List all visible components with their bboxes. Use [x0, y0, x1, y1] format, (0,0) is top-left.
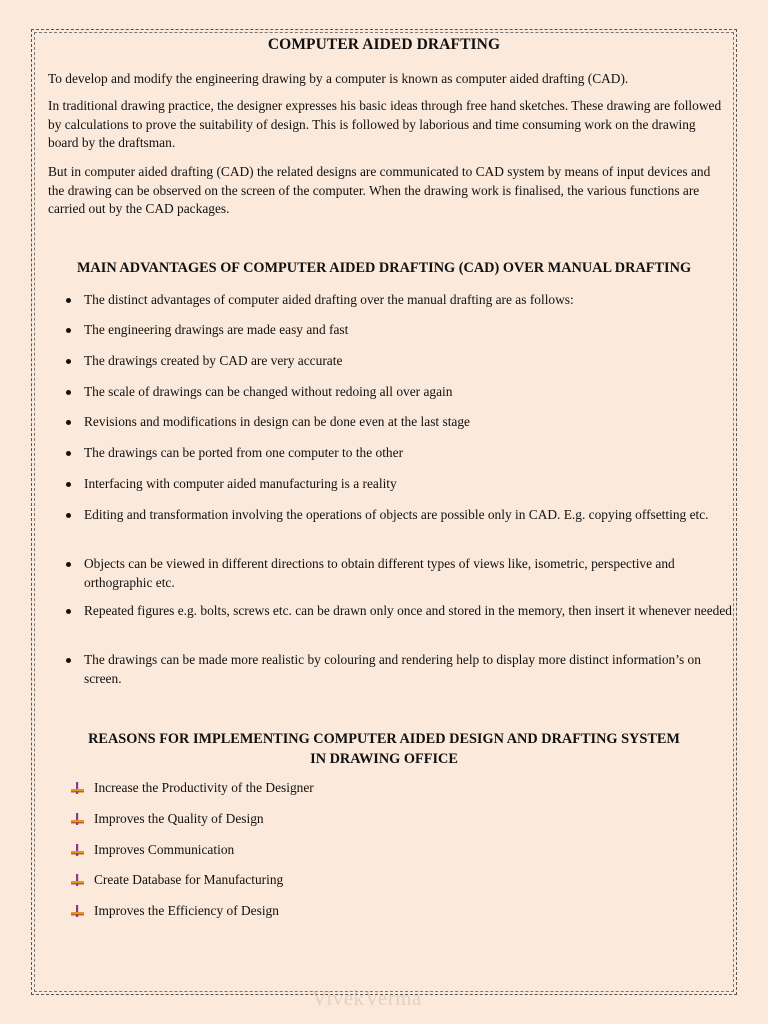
reason-label: Create Database for Manufacturing [94, 872, 284, 887]
advantage-item: The engineering drawings are made easy and fast [84, 321, 732, 340]
reason-label: Improves the Efficiency of Design [94, 903, 279, 918]
reason-item [94, 902, 714, 921]
page-title: COMPUTER AIDED DRAFTING [267, 36, 501, 53]
intro-paragraph-1: To develop and modify the engineering drawing by a computer is known as computer aided drafting (CAD). [48, 71, 629, 86]
plus-icon [71, 782, 84, 794]
plus-icon [71, 874, 84, 886]
reasons-heading [32, 729, 736, 769]
advantage-item: The drawings created by CAD are very accurate [84, 352, 732, 371]
advantage-item: Editing and transformation involving the operations of objects are possible only in CAD. E.g. copying offsetting etc. [84, 506, 732, 525]
reason-label: Improves the Quality of Design [94, 811, 264, 826]
page-border [31, 29, 737, 995]
reason-item [94, 779, 714, 798]
reasons-heading-line-2: IN DRAWING OFFICE [310, 751, 458, 767]
advantage-item: The scale of drawings can be changed without redoing all over again [84, 383, 732, 402]
advantage-item: The distinct advantages of computer aided drafting over the manual drafting are as follows: [84, 291, 732, 310]
advantage-item: Revisions and modifications in design can be done even at the last stage [84, 413, 732, 432]
advantage-item: The drawings can be ported from one computer to the other [84, 444, 732, 463]
advantage-item: The drawings can be made more realistic by colouring and rendering help to display more distinct information’s on screen. [84, 651, 732, 688]
reason-item [94, 841, 714, 860]
plus-icon [71, 905, 84, 917]
watermark: VivekVerma [312, 986, 422, 1010]
plus-icon [71, 813, 84, 825]
plus-icon [71, 844, 84, 856]
reason-item [94, 871, 714, 890]
reason-label: Improves Communication [94, 842, 235, 857]
advantage-item: Interfacing with computer aided manufacturing is a reality [84, 475, 732, 494]
reasons-heading-line-1: REASONS FOR IMPLEMENTING COMPUTER AIDED DESIGN AND DRAFTING SYSTEM [88, 731, 680, 747]
advantage-item: Repeated figures e.g. bolts, screws etc. can be drawn only once and stored in the memory, then insert it whenever needed [84, 602, 732, 621]
reason-item [94, 810, 714, 829]
intro-paragraph-2: In traditional drawing practice, the designer expresses his basic ideas through free hand sketches. These drawing are followed by calculations to prove the suitability of design. This is followed by laborious and time consuming work on the drawing board by the draftsman. [48, 98, 722, 150]
intro-paragraph-3: But in computer aided drafting (CAD) the related designs are communicated to CAD system by means of input devices and the drawing can be observed on the screen of the computer. When the drawing work is finalised, the various functions are carried out by the CAD packages. [48, 164, 711, 216]
reason-label: Increase the Productivity of the Designer [94, 780, 314, 795]
advantages-heading: MAIN ADVANTAGES OF COMPUTER AIDED DRAFTING (CAD) OVER MANUAL DRAFTING [76, 260, 692, 276]
advantage-item: Objects can be viewed in different directions to obtain different types of views like, isometric, perspective and orthographic etc. [84, 555, 732, 592]
